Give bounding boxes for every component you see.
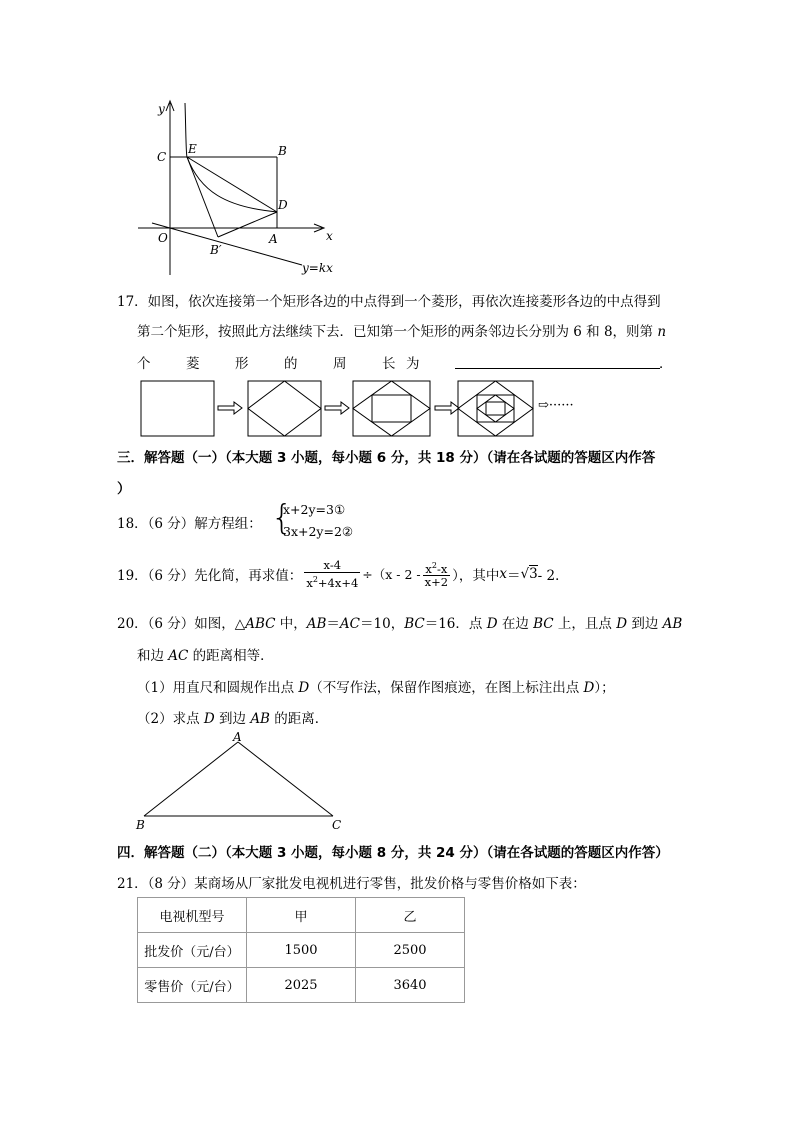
table-row — [138, 968, 465, 1003]
q20-line1 — [117, 612, 682, 632]
brace: { — [271, 498, 293, 538]
table-header-cell: 甲 — [247, 898, 356, 933]
section3-title-close: ） — [117, 481, 131, 497]
var-AC: AC — [339, 616, 361, 632]
table-cell: 1500 — [247, 933, 356, 968]
table-row — [138, 933, 465, 968]
t: （不写作法，保留作图痕迹，在图上标注出点 — [309, 680, 584, 696]
exponent: 2 — [312, 574, 318, 584]
sqrt-symbol: √3 — [520, 566, 538, 582]
t: 中， — [275, 616, 307, 632]
t: ＝ — [326, 616, 340, 632]
t: 的距离相等． — [188, 648, 274, 664]
t: ＝10， — [360, 616, 405, 632]
var-D: D — [298, 680, 310, 696]
t: 到边 — [214, 711, 251, 727]
section3-title: 三．解答题（一）（本大题 3 小题，每小题 6 分，共 18 分）（请在各试题的答题区内作答 — [117, 450, 656, 466]
label-C: C — [332, 818, 342, 832]
q17-end-mark: ． — [659, 356, 673, 372]
fraction-2-numerator — [423, 559, 450, 577]
radicand: 3 — [529, 566, 538, 582]
q19-line — [117, 554, 569, 594]
q17-char: 为 — [406, 356, 420, 372]
t: 到边 — [627, 616, 663, 632]
q19-x: x — [499, 566, 507, 582]
q16-figure — [130, 95, 360, 285]
label-B-prime: B′ — [210, 243, 222, 257]
var-AC: AC — [168, 648, 189, 664]
table-cell: 批发价（元/台） — [138, 933, 247, 968]
q17-continuation-dots: ⇨······ — [538, 398, 574, 413]
table-cell: 2025 — [247, 968, 356, 1003]
fraction-1 — [304, 559, 360, 590]
t: 上，且点 — [553, 616, 617, 632]
q17-char: 菱 — [186, 356, 200, 372]
t: 20．（6 分）如图，△ — [117, 616, 246, 632]
line-y-kx — [152, 223, 302, 265]
q18-equation-1: x+2y=3① — [283, 502, 346, 517]
fraction-2-denominator: x+2 — [424, 575, 449, 590]
q17-char: 个 — [137, 356, 151, 372]
q19-mid: ÷（x - 2 - — [362, 567, 421, 582]
var-BC: BC — [533, 616, 554, 632]
price-table — [137, 897, 465, 1003]
num-rest: -x — [436, 561, 448, 576]
fraction-2 — [423, 559, 450, 590]
label-A: A — [269, 232, 278, 246]
q17-line2 — [137, 320, 666, 340]
q17-line2-text: 第二个矩形，按照此方法继续下去．已知第一个矩形的两条邻边长分别为 6 和 8，则第 — [137, 324, 654, 340]
q19-prefix: 19．（6 分）先化简，再求值： — [117, 568, 303, 584]
label-A: A — [233, 730, 242, 744]
q20-sub2 — [137, 707, 328, 727]
label-y-kx: y=kx — [302, 261, 333, 275]
table-header-cell: 乙 — [356, 898, 465, 933]
q17-char: 的 — [284, 356, 298, 372]
var-ABC: ABC — [245, 616, 276, 632]
t: 在边 — [497, 616, 534, 632]
var-D: D — [486, 616, 498, 632]
t: （1）用直尺和圆规作出点 — [137, 680, 299, 696]
fraction-1-numerator: x-4 — [304, 559, 360, 573]
q21-text: 21．（8 分）某商场从厂家批发电视机进行零售，批发价格与零售价格如下表： — [117, 876, 586, 892]
q17-n-variable: n — [657, 324, 667, 340]
var-BC: BC — [404, 616, 425, 632]
label-B: B — [278, 144, 287, 158]
var-D: D — [616, 616, 628, 632]
table-header-cell: 电视机型号 — [138, 898, 247, 933]
table-cell: 零售价（元/台） — [138, 968, 247, 1003]
den-rest: +4x+4 — [317, 575, 359, 590]
q19-eq: ＝ — [506, 568, 521, 584]
label-x-axis: x — [326, 229, 333, 243]
label-C: C — [157, 150, 167, 164]
q19-tail3: - 2． — [537, 568, 569, 584]
t: ＝16．点 — [424, 616, 487, 632]
t: ）； — [594, 680, 615, 696]
num-x: x — [425, 561, 432, 576]
t: （2）求点 — [137, 711, 204, 727]
triangle-figure — [130, 728, 360, 833]
table-cell: 2500 — [356, 933, 465, 968]
q17-line1: 17．如图，依次连接第一个矩形各边的中点得到一个菱形，再依次连接菱形各边的中点得到 — [117, 294, 661, 310]
t: 的距离． — [269, 711, 329, 727]
q17-char: 周 — [333, 356, 347, 372]
q17-char: 形 — [235, 356, 249, 372]
exponent: 2 — [431, 560, 437, 570]
var-AB: AB — [662, 616, 683, 632]
label-E: E — [188, 142, 197, 156]
table-cell: 3640 — [356, 968, 465, 1003]
var-D: D — [203, 711, 215, 727]
answer-blank[interactable] — [455, 367, 660, 369]
label-B: B — [136, 818, 145, 832]
q20-sub1 — [137, 676, 615, 696]
var-D: D — [583, 680, 595, 696]
table-header-row — [138, 898, 465, 933]
label-D: D — [278, 198, 288, 212]
var-AB: AB — [250, 711, 270, 727]
q20-line2 — [137, 644, 274, 664]
label-y-axis: y — [158, 102, 165, 116]
q18-equation-2: 3x+2y=2② — [283, 524, 354, 539]
q17-char: 长 — [382, 356, 396, 372]
t: 和边 — [137, 648, 169, 664]
section4-title: 四．解答题（二）（本大题 3 小题，每小题 8 分，共 24 分）（请在各试题的答题区内作答） — [117, 845, 669, 861]
den-x: x — [306, 575, 313, 590]
label-O: O — [158, 231, 168, 245]
var-AB: AB — [306, 616, 327, 632]
q18-prefix: 18．（6 分）解方程组： — [117, 516, 262, 532]
q19-tail1: ），其中 — [452, 568, 500, 584]
fraction-1-denominator — [304, 573, 360, 590]
